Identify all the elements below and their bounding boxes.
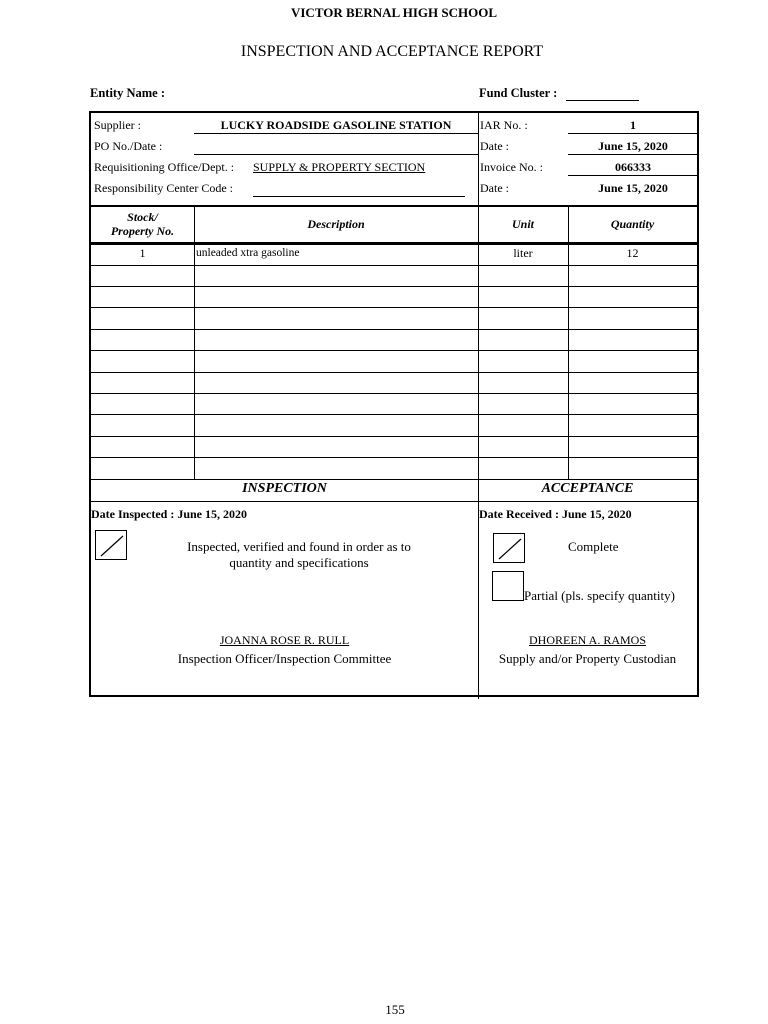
custodian-role: Supply and/or Property Custodian [498,651,677,666]
date-inspected-label: Date Inspected : June 15, 2020 [91,507,247,521]
partial-checkbox[interactable] [492,571,524,601]
col-divider-1 [194,205,195,479]
table-row [91,265,697,266]
partial-label: Partial (pls. specify quantity) [524,588,675,603]
date-label-1: Date : [480,139,509,153]
table-bottom-line [91,479,697,480]
report-title: INSPECTION AND ACCEPTANCE REPORT [240,43,544,60]
iar-no-value[interactable]: 1 [630,118,636,132]
school-name: VICTOR BERNAL HIGH SCHOOL [290,5,497,20]
acceptance-title: ACCEPTANCE [541,481,634,496]
responsibility-center-underline [253,196,465,197]
table-row [91,329,697,330]
table-row [91,436,697,437]
supplier-label: Supplier : [94,118,141,132]
table-row [91,286,697,287]
table-row [91,307,697,308]
row1-stock[interactable]: 1 [139,246,146,260]
invoice-no-label: Invoice No. : [480,160,543,174]
inspection-statement-line2: quantity and specifications [229,555,369,570]
page-number: 155 [385,1002,405,1017]
iar-no-label: IAR No. : [480,118,528,132]
table-row [91,414,697,415]
supplier-underline [194,133,478,134]
row1-quantity[interactable]: 12 [626,246,639,260]
check-slash-icon [96,531,128,561]
date-value-1[interactable]: June 15, 2020 [598,139,668,153]
invoice-no-underline [568,175,698,176]
col-divider-2 [478,205,479,699]
entity-name-label: Entity Name : [90,86,165,100]
check-slash-icon [494,534,526,564]
table-row [91,372,697,373]
table-row [91,457,697,458]
info-divider [478,113,479,205]
date-value-2[interactable]: June 15, 2020 [598,181,668,195]
complete-label: Complete [568,539,619,554]
iar-form [89,111,699,697]
row1-description[interactable]: unleaded xtra gasoline [196,247,300,259]
requisitioning-office-value[interactable]: SUPPLY & PROPERTY SECTION [253,160,426,174]
description-header: Description [307,217,365,231]
unit-header: Unit [511,217,534,231]
row1-unit[interactable]: liter [513,246,533,260]
invoice-no-value[interactable]: 066333 [615,160,651,174]
inspection-officer-role: Inspection Officer/Inspection Committee [177,651,392,666]
header-bottom-line [91,242,697,245]
table-row [91,393,697,394]
responsibility-center-label: Responsibility Center Code : [94,181,233,195]
inspection-officer-name: JOANNA ROSE R. RULL [219,633,350,647]
custodian-name: DHOREEN A. RAMOS [528,633,646,647]
complete-checkbox[interactable] [493,533,525,563]
date-label-2: Date : [480,181,509,195]
po-date-label: PO No./Date : [94,139,163,153]
inspected-checkbox[interactable] [95,530,127,560]
iar-no-underline [568,133,698,134]
inspection-statement-line1: Inspected, verified and found in order as to [187,539,411,554]
supplier-value[interactable]: LUCKY ROADSIDE GASOLINE STATION [220,118,452,132]
quantity-header: Quantity [610,217,655,231]
stock-header-line2: Property No. [110,224,175,238]
po-date-underline [194,154,478,155]
table-row [91,350,697,351]
inspection-title: INSPECTION [242,481,327,496]
fund-cluster-label: Fund Cluster : [479,86,558,100]
requisitioning-office-label: Requisitioning Office/Dept. : [94,160,235,174]
stock-header [91,210,194,238]
date-received-label: Date Received : June 15, 2020 [479,507,632,521]
header-top-line [91,205,697,207]
stock-header-line1: Stock/ [127,210,158,224]
date-underline-1 [568,154,698,155]
fund-cluster-field[interactable] [566,100,639,101]
section-header-line [91,501,697,502]
